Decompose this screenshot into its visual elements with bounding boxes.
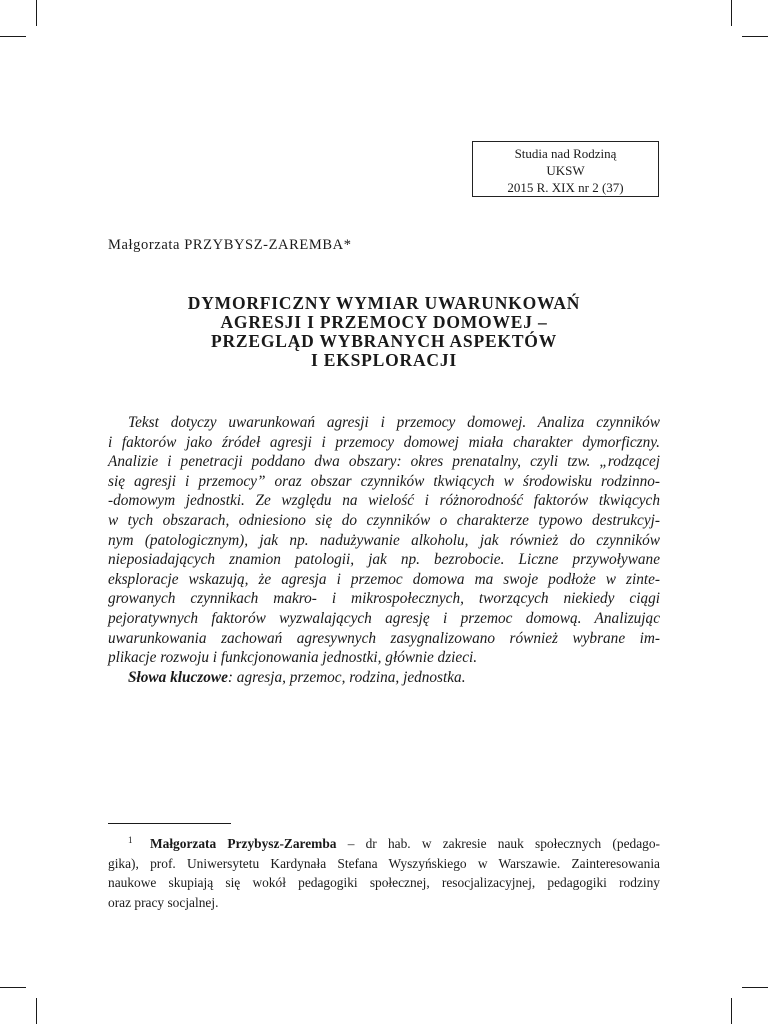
footnote-line: oraz pracy socjalnej. [108, 894, 219, 910]
crop-mark-bottom-left-horizontal [0, 987, 26, 988]
abstract-line: uwarunkowania zachowań agresywnych zasygnalizowano również wybrane im- [108, 629, 660, 647]
crop-mark-bottom-right-vertical [731, 998, 732, 1024]
abstract-line: pejoratywnych faktorów wyzwalających agresję i przemoc domową. Analizując [108, 609, 660, 627]
abstract-line: Analizie i penetracji poddano dwa obszary: okres prenatalny, czyli tzw. „rodzącej [108, 453, 660, 471]
abstract-line: -domowym jednostki. Ze względu na wielość i różnorodność faktorów tkwiących [108, 492, 660, 510]
footnote [108, 831, 660, 912]
footnote-marker: 1 [128, 835, 133, 845]
journal-info-box [472, 141, 659, 197]
abstract-line: w tych obszarach, odniesiono się do czynników o charakterze typowo destrukcyj- [108, 511, 660, 529]
keywords-line [108, 668, 660, 688]
abstract-line: eksploracje wskazują, że agresja i przemoc domowa ma swoje podłoże w zinte- [108, 570, 660, 588]
abstract [108, 413, 660, 687]
footnote-author-name: Małgorzata Przybysz-Zaremba [150, 836, 337, 851]
crop-mark-bottom-left-vertical [36, 998, 37, 1024]
abstract-line: growanych czynnikach makro- i mikrospołecznych, tworzących niekiedy ciągi [108, 590, 660, 608]
crop-mark-top-left-vertical [36, 0, 37, 26]
crop-mark-bottom-right-horizontal [742, 987, 768, 988]
footnote-line: naukowe skupiają się wokół pedagogiki społecznej, resocjalizacyjnej, pedagogiki rodziny [108, 875, 660, 891]
abstract-line: Tekst dotyczy uwarunkowań agresji i przemocy domowej. Analiza czynników [128, 414, 660, 431]
crop-mark-top-left-horizontal [0, 36, 26, 37]
abstract-line: się agresji i przemocy” oraz obszar czynników tkwiących w środowisku rodzinno- [108, 472, 660, 490]
footnote-separator [108, 823, 231, 824]
journal-name: Studia nad Rodziną [514, 146, 617, 161]
title-line: PRZEGLĄD WYBRANYCH ASPEKTÓW [210, 331, 558, 351]
title-line: I EKSPLORACJI [310, 350, 458, 370]
author-name: Małgorzata PRZYBYSZ-ZAREMBA* [108, 237, 352, 253]
article-title [108, 294, 660, 370]
footnote-line: gika), prof. Uniwersytetu Kardynała Stefana Wyszyńskiego w Warszawie. Zainteresowania [108, 855, 660, 871]
keywords-label: Słowa kluczowe [128, 668, 228, 686]
journal-issue: 2015 R. XIX nr 2 (37) [507, 180, 624, 195]
abstract-line: plikacje rozwoju i funkcjonowania jednostki, głównie dzieci. [108, 649, 478, 667]
journal-publisher: UKSW [546, 163, 585, 178]
footnote-line [108, 831, 660, 854]
keywords-text: : agresja, przemoc, rodzina, jednostka. [227, 668, 466, 686]
crop-mark-top-right-horizontal [742, 36, 768, 37]
title-line: DYMORFICZNY WYMIAR UWARUNKOWAŃ [187, 293, 581, 313]
crop-mark-top-right-vertical [731, 0, 732, 26]
abstract-line: nieposiadających znamion patologii, jak np. bezrobocie. Liczne przywoływane [108, 551, 660, 569]
abstract-line: i faktorów jako źródeł agresji i przemocy domowej miała charakter dymorficzny. [108, 433, 660, 451]
abstract-line: nym (patologicznym), jak np. nadużywanie alkoholu, jak również do czynników [108, 531, 660, 549]
title-line: AGRESJI I PRZEMOCY DOMOWEJ – [220, 312, 548, 332]
footnote-first-line-text: – dr hab. w zakresie nauk społecznych (pedago- [336, 836, 660, 851]
